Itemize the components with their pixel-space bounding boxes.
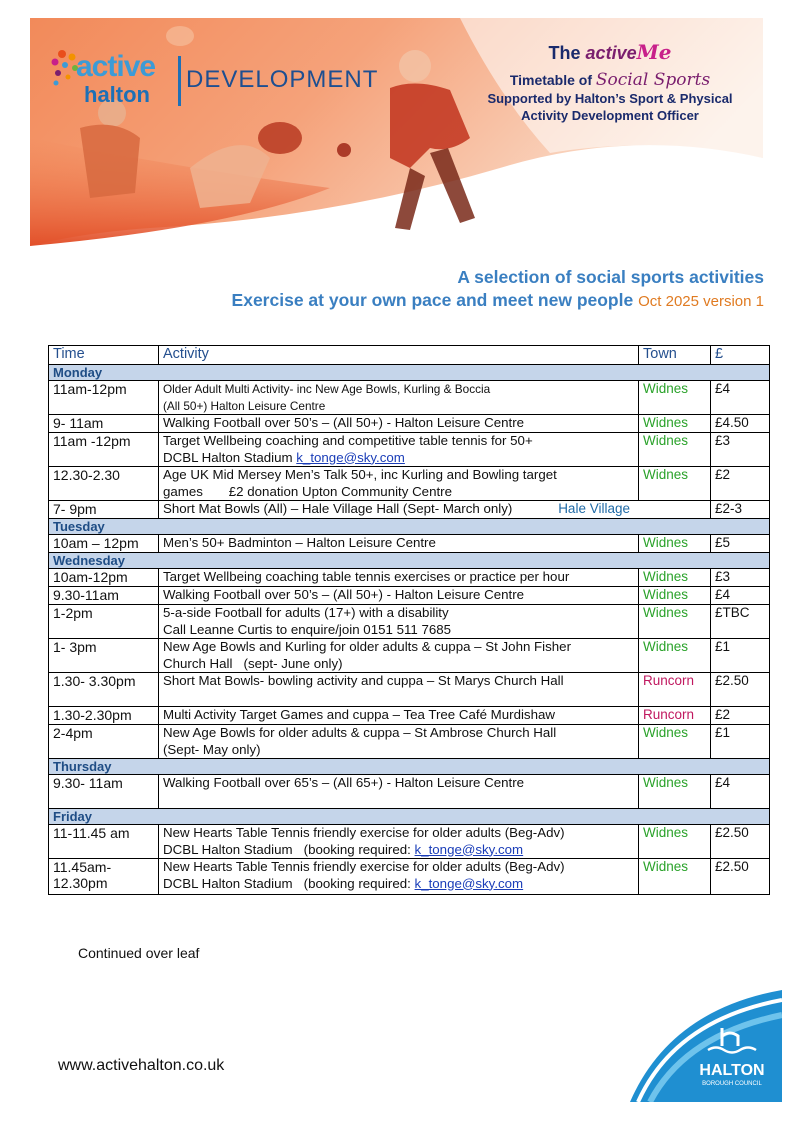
website-url[interactable]: www.activehalton.co.uk bbox=[58, 1057, 225, 1074]
activity-cell: Walking Football over 65’s – (All 65+) - Halton Leisure Centre bbox=[159, 775, 639, 809]
active-halton-development-logo bbox=[50, 40, 379, 120]
activity-cell bbox=[159, 639, 639, 673]
day-label: Wednesday bbox=[49, 553, 770, 569]
price-cell: £2-3 bbox=[711, 501, 770, 519]
town-cell: Runcorn bbox=[639, 707, 711, 725]
header-timetable-prefix: Timetable of bbox=[509, 72, 593, 88]
town-cell: Widnes bbox=[639, 825, 711, 859]
email-link[interactable]: k_tonge@sky.com bbox=[414, 875, 524, 891]
header-banner bbox=[30, 18, 763, 246]
time-cell: 11am -12pm bbox=[49, 433, 159, 467]
timetable bbox=[48, 345, 770, 895]
table-row bbox=[49, 775, 770, 809]
activity-cell: Walking Football over 50’s – (All 50+) - Halton Leisure Centre bbox=[159, 415, 639, 433]
day-label: Thursday bbox=[49, 759, 770, 775]
activity-line: Older Adult Multi Activity- inc New Age Bowls, Kurling & Boccia bbox=[163, 382, 491, 396]
activity-cell: Men’s 50+ Badminton – Halton Leisure Centre bbox=[159, 535, 639, 553]
header-line-3: Supported by Halton’s Sport & Physical bbox=[487, 91, 733, 106]
header-brand-active: active bbox=[585, 43, 637, 63]
activity-line: DCBL Halton Stadium bbox=[163, 449, 297, 465]
time-line: 12.30pm bbox=[53, 875, 108, 891]
time-cell: 2-4pm bbox=[49, 725, 159, 759]
town-cell: Widnes bbox=[639, 639, 711, 673]
day-label: Tuesday bbox=[49, 519, 770, 535]
town-cell: Widnes bbox=[639, 725, 711, 759]
activity-line: New Hearts Table Tennis friendly exercise for older adults (Beg-Adv) bbox=[163, 859, 565, 874]
council-name: HALTON bbox=[699, 1062, 765, 1079]
logo-halton-word: halton bbox=[84, 82, 150, 107]
time-cell: 10am – 12pm bbox=[49, 535, 159, 553]
time-cell: 1.30-2.30pm bbox=[49, 707, 159, 725]
price-cell: £5 bbox=[711, 535, 770, 553]
time-line: 11.45am- bbox=[53, 859, 112, 875]
town-cell: Runcorn bbox=[639, 673, 711, 707]
price-cell: £4 bbox=[711, 587, 770, 605]
activity-cell: Walking Football over 50’s – (All 50+) - Halton Leisure Centre bbox=[159, 587, 639, 605]
town-cell: Widnes bbox=[639, 535, 711, 553]
activity-cell bbox=[159, 859, 639, 895]
day-label: Friday bbox=[49, 809, 770, 825]
activity-line: 5-a-side Football for adults (17+) with a disability bbox=[163, 605, 449, 620]
activity-line: Short Mat Bowls (All) – Hale Village Hall (Sept- March only) bbox=[163, 501, 513, 516]
town-cell: Widnes bbox=[639, 467, 711, 501]
town-cell: Widnes bbox=[639, 605, 711, 639]
time-cell: 1- 3pm bbox=[49, 639, 159, 673]
price-cell: £2 bbox=[711, 707, 770, 725]
table-row bbox=[49, 673, 770, 707]
time-cell: 7- 9pm bbox=[49, 501, 159, 519]
price-cell: £TBC bbox=[711, 605, 770, 639]
intro-subheading-text: Exercise at your own pace and meet new people bbox=[231, 290, 634, 310]
table-row bbox=[49, 725, 770, 759]
time-cell bbox=[49, 859, 159, 895]
day-row-friday bbox=[49, 809, 770, 825]
town-label-hale-village: Hale Village bbox=[558, 501, 630, 516]
table-row bbox=[49, 501, 770, 519]
activity-cell: Multi Activity Target Games and cuppa – Tea Tree Café Murdishaw bbox=[159, 707, 639, 725]
town-cell: Widnes bbox=[639, 859, 711, 895]
price-cell: £3 bbox=[711, 569, 770, 587]
activity-cell: Short Mat Bowls- bowling activity and cuppa – St Marys Church Hall bbox=[159, 673, 639, 707]
header-price: £ bbox=[711, 346, 770, 365]
price-cell: £2.50 bbox=[711, 859, 770, 895]
price-cell: £1 bbox=[711, 725, 770, 759]
table-row bbox=[49, 415, 770, 433]
town-cell: Widnes bbox=[639, 415, 711, 433]
day-label: Monday bbox=[49, 365, 770, 381]
day-row-monday bbox=[49, 365, 770, 381]
activity-line: DCBL Halton Stadium (booking required: bbox=[163, 841, 415, 857]
header-activity: Activity bbox=[159, 346, 639, 365]
activity-cell bbox=[159, 381, 639, 415]
table-row bbox=[49, 535, 770, 553]
time-cell: 11am-12pm bbox=[49, 381, 159, 415]
activity-cell bbox=[159, 467, 639, 501]
council-subtitle: BOROUGH COUNCIL bbox=[702, 1081, 762, 1087]
price-cell: £2.50 bbox=[711, 673, 770, 707]
table-row bbox=[49, 569, 770, 587]
price-cell: £4 bbox=[711, 381, 770, 415]
header-brand-me: Me bbox=[636, 40, 672, 64]
header-social-sports: Social Sports bbox=[595, 70, 711, 90]
header-title-block bbox=[465, 40, 755, 124]
header-the: The bbox=[548, 43, 581, 63]
continued-note: Continued over leaf bbox=[78, 945, 200, 961]
time-cell: 9.30- 11am bbox=[49, 775, 159, 809]
activity-line: New Age Bowls and Kurling for older adults & cuppa – St John Fisher bbox=[163, 639, 571, 654]
version-label: Oct 2025 version 1 bbox=[638, 293, 764, 310]
time-cell: 1-2pm bbox=[49, 605, 159, 639]
activity-line: Call Leanne Curtis to enquire/join 0151 511 7685 bbox=[163, 621, 452, 637]
activity-line: New Hearts Table Tennis friendly exercise for older adults (Beg-Adv) bbox=[163, 825, 565, 840]
table-row bbox=[49, 707, 770, 725]
activity-cell bbox=[159, 501, 711, 519]
price-cell: £4 bbox=[711, 775, 770, 809]
day-row-wednesday bbox=[49, 553, 770, 569]
header-time: Time bbox=[49, 346, 159, 365]
header-line-2 bbox=[465, 70, 755, 90]
town-cell: Widnes bbox=[639, 587, 711, 605]
time-cell: 11-11.45 am bbox=[49, 825, 159, 859]
table-row bbox=[49, 825, 770, 859]
town-cell: Widnes bbox=[639, 433, 711, 467]
activity-cell bbox=[159, 433, 639, 467]
activity-cell bbox=[159, 725, 639, 759]
table-row bbox=[49, 859, 770, 895]
header-line-4: Activity Development Officer bbox=[521, 108, 699, 123]
activity-line: (All 50+) Halton Leisure Centre bbox=[163, 398, 326, 413]
activity-line: games £2 donation Upton Community Centre bbox=[163, 483, 452, 499]
email-link[interactable]: k_tonge@sky.com bbox=[296, 449, 405, 465]
activity-cell bbox=[159, 825, 639, 859]
table-row bbox=[49, 433, 770, 467]
table-row bbox=[49, 467, 770, 501]
activity-cell: Target Wellbeing coaching table tennis exercises or practice per hour bbox=[159, 569, 639, 587]
time-cell: 12.30-2.30 bbox=[49, 467, 159, 501]
intro-subheading bbox=[232, 290, 764, 311]
activity-cell bbox=[159, 605, 639, 639]
town-cell: Widnes bbox=[639, 381, 711, 415]
price-cell: £2.50 bbox=[711, 825, 770, 859]
price-cell: £4.50 bbox=[711, 415, 770, 433]
activity-line: Target Wellbeing coaching and competitive table tennis for 50+ bbox=[163, 433, 533, 448]
activity-line: New Age Bowls for older adults & cuppa – St Ambrose Church Hall bbox=[163, 725, 557, 740]
price-cell: £3 bbox=[711, 433, 770, 467]
halton-borough-council-logo bbox=[630, 990, 782, 1102]
activity-line: Age UK Mid Mersey Men’s Talk 50+, inc Kurling and Bowling target bbox=[163, 467, 557, 482]
table-header-row bbox=[49, 346, 770, 365]
table-row bbox=[49, 605, 770, 639]
activity-line: (Sept- May only) bbox=[163, 741, 261, 757]
logo-active-word-text: active bbox=[76, 50, 156, 83]
day-row-thursday bbox=[49, 759, 770, 775]
time-cell: 9- 11am bbox=[49, 415, 159, 433]
time-cell: 9.30-11am bbox=[49, 587, 159, 605]
table-row bbox=[49, 587, 770, 605]
header-town: Town bbox=[639, 346, 711, 365]
price-cell: £2 bbox=[711, 467, 770, 501]
table-row bbox=[49, 639, 770, 673]
intro-heading: A selection of social sports activities bbox=[457, 267, 764, 287]
town-cell: Widnes bbox=[639, 775, 711, 809]
price-cell: £1 bbox=[711, 639, 770, 673]
activity-line: DCBL Halton Stadium (booking required: bbox=[163, 875, 415, 891]
header-line-1 bbox=[465, 40, 755, 64]
day-row-tuesday bbox=[49, 519, 770, 535]
logo-divider bbox=[178, 56, 181, 106]
table-row bbox=[49, 381, 770, 415]
activity-line: Church Hall (sept- June only) bbox=[163, 655, 343, 671]
time-cell: 1.30- 3.30pm bbox=[49, 673, 159, 707]
town-cell: Widnes bbox=[639, 569, 711, 587]
logo-development-word: DEVELOPMENT bbox=[186, 66, 379, 93]
time-cell: 10am-12pm bbox=[49, 569, 159, 587]
logo-active-word bbox=[76, 50, 155, 84]
email-link[interactable]: k_tonge@sky.com bbox=[414, 841, 524, 857]
